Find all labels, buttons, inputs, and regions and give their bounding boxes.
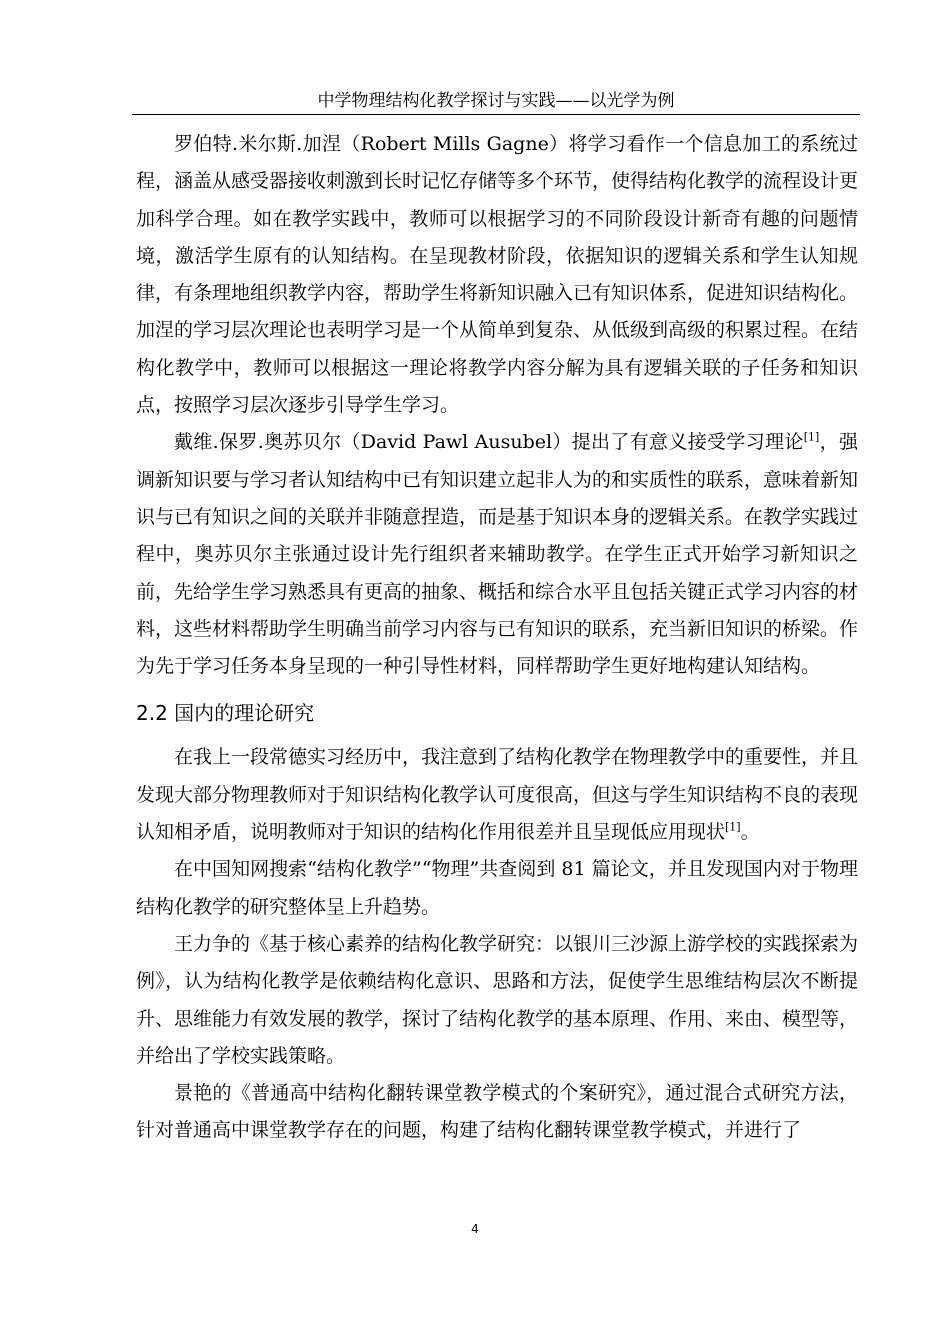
page-number: 4 bbox=[471, 1222, 479, 1236]
paragraph-internship-text-1: 在我上一段常德实习经历中，我注意到了结构化教学在物理教学中的重要性，并且发现大部分物理教师对于知识结构化教学认可度很高，但这与学生知识结构不良的表现认知相矛盾，说明教师对于知识的结构化作用很差并且呈现低应用现状 bbox=[136, 746, 859, 844]
paragraph-internship bbox=[136, 739, 858, 851]
paragraph-internship-text-2: 。 bbox=[740, 821, 760, 844]
page-body bbox=[136, 126, 858, 1150]
paragraph-cnki-search: 在中国知网搜索“结构化教学”“物理”共查阅到 81 篇论文，并且发现国内对于物理结构化教学的研究整体呈上升趋势。 bbox=[136, 858, 858, 918]
section-heading: 2.2 国内的理论研究 bbox=[136, 701, 315, 726]
running-header-title: 中学物理结构化教学探讨与实践——以光学为例 bbox=[317, 91, 675, 111]
paragraph-ausubel-text-1: 戴维.保罗.奥苏贝尔（David Pawl Ausubel）提出了有意义接受学习理论 bbox=[174, 431, 804, 454]
paragraph-ausubel bbox=[136, 424, 858, 685]
paragraph-gagne: 罗伯特.米尔斯.加涅（Robert Mills Gagne）将学习看作一个信息加工的系统过程，涵盖从感受器接收刺激到长时记忆存储等多个环节，使得结构化教学的流程设计更加科学合理。如在教学实践中，教师可以根据学习的不同阶段设计新奇有趣的问题情境，激活学生原有的认知结构。在呈现教材阶段，依据知识的逻辑关系和学生认知规律，有条理地组织教学内容，帮助学生将新知识融入已有知识体系，促进知识结构化。加涅的学习层次理论也表明学习是一个从简单到复杂、从低级到高级的积累过程。在结构化教学中，教师可以根据这一理论将教学内容分解为具有逻辑关联的子任务和知识点，按照学习层次逐步引导学生学习。 bbox=[136, 133, 859, 417]
paragraph-jing-yan: 景艳的《普通高中结构化翻转课堂教学模式的个案研究》，通过混合式研究方法，针对普通高中课堂教学存在的问题，构建了结构化翻转课堂教学模式，并进行了 bbox=[136, 1082, 858, 1142]
citation-ref: [1] bbox=[803, 431, 820, 445]
citation-ref: [1] bbox=[725, 820, 741, 834]
paragraph-wang-lizheng: 王力争的《基于核心素养的结构化教学研究：以银川三沙源上游学校的实践探索为例》，认为结构化教学是依赖结构化意识、思路和方法，促使学生思维结构层次不断提升、思维能力有效发展的教学，探讨了结构化教学的基本原理、作用、来由、模型等，并给出了学校实践策略。 bbox=[136, 932, 859, 1067]
paragraph-ausubel-text-2: ，强调新知识要与学习者认知结构中已有知识建立起非人为的和实质性的联系，意味着新知识与已有知识之间的关联并非随意捏造，而是基于知识本身的逻辑关系。在教学实践过程中，奥苏贝尔主张通过设计先行组织者来辅助教学。在学生正式开始学习新知识之前，先给学生学习熟悉具有更高的抽象、概括和综合水平且包括关键正式学习内容的材料，这些材料帮助学生明确当前学习内容与已有知识的联系，充当新旧知识的桥梁。作为先于学习任务本身呈现的一种引导性材料，同样帮助学生更好地构建认知结构。 bbox=[136, 431, 859, 678]
running-header bbox=[132, 88, 860, 115]
